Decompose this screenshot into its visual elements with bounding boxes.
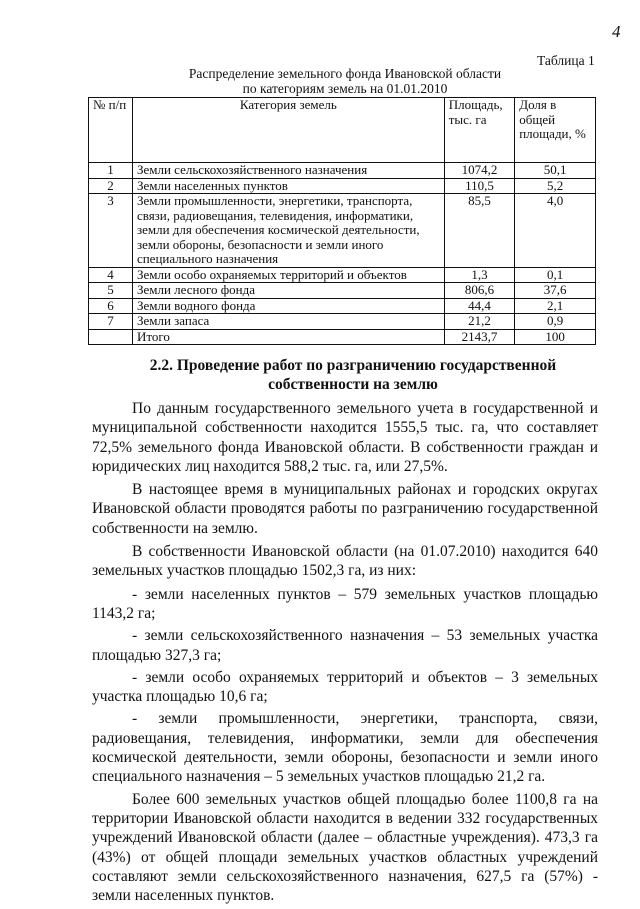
header-area: Площадь, тыс. га [444,98,515,163]
row-num: 7 [89,314,133,330]
row-share: 0,9 [515,314,596,330]
row-share: 5,2 [515,178,596,194]
total-label: Итого [132,329,444,345]
row-area: 85,5 [444,194,515,268]
caption-line-2: по категориям земель на 01.01.2010 [242,81,448,96]
table-row [89,163,596,179]
row-area: 1074,2 [444,163,515,179]
list-item: - земли промышленности, энергетики, транспорта, связи, радиовещания, телевидения, информатики, земли для обеспечения космической деятельности, земли обороны, безопасности и земли иного специального назначения – 5 земельных участков площадью 21,2 га. [92,710,598,786]
row-area: 110,5 [444,178,515,194]
body-text [92,399,598,909]
row-num [89,329,133,345]
row-area: 806,6 [444,283,515,299]
row-num: 5 [89,283,133,299]
row-category: Земли сельскохозяйственного назначения [132,163,444,179]
table-row [89,194,596,268]
row-area: 44,4 [444,298,515,314]
row-share: 50,1 [515,163,596,179]
row-num: 2 [89,178,133,194]
table-row [89,267,596,283]
table-total-row [89,329,596,345]
list-item: - земли особо охраняемых территорий и объектов – 3 земельных участка площадью 10,6 га; [92,668,598,706]
row-category: Земли населенных пунктов [132,178,444,194]
table-row [89,314,596,330]
table-row [89,283,596,299]
row-num: 3 [89,194,133,268]
paragraph: По данным государственного земельного учета в государственной и муниципальной собственности находится 1555,5 тыс. га, что составляет 72,5% земельного фонда Ивановской области. В собственности граждан и юридических лиц находится 588,2 тыс. га, или 27,5%. [92,400,598,475]
row-category: Земли запаса [132,314,444,330]
paragraph: В настоящее время в муниципальных районах и городских округах Ивановской области проводятся работы по разграничению государственной собственности на землю. [92,481,598,537]
row-share: 4,0 [515,194,596,268]
table-row [89,298,596,314]
total-share: 100 [515,329,596,345]
table-label: Таблица 1 [537,53,595,68]
header-num: № п/п [89,98,133,163]
row-num: 1 [89,163,133,179]
row-num: 4 [89,267,133,283]
row-category: Земли водного фонда [132,298,444,314]
row-category: Земли промышленности, энергетики, транспорта, связи, радиовещания, телевидения, информатики, земли для обеспечения космической деятельности, земли обороны, безопасности и земли иного специального назначения [132,194,444,268]
header-category: Категория земель [132,98,444,163]
table-caption [150,66,540,96]
row-share: 2,1 [515,298,596,314]
row-share: 37,6 [515,283,596,299]
row-area: 1,3 [444,267,515,283]
row-num: 6 [89,298,133,314]
list-item: - земли сельскохозяйственного назначения – 53 земельных участка площадью 327,3 га; [92,627,598,664]
table-header-row [89,98,596,163]
row-category: Земли лесного фонда [132,283,444,299]
header-share: Доля в общей площади, % [515,98,596,163]
total-area: 2143,7 [444,329,515,345]
row-category: Земли особо охраняемых территорий и объектов [132,267,444,283]
row-area: 21,2 [444,314,515,330]
section-heading: 2.2. Проведение работ по разграничению государственной собственности на землю [149,357,557,393]
paragraph: Более 600 земельных участков общей площадью более 1100,8 га на территории Ивановской области находится в ведении 332 государственных учреждений Ивановской области (далее – областные учреждения). 473,3 га (43%) от общей площади земельных участков областных учреждений составляют земли сельскохозяйственного назначения, 627,5 га (57%) - земли населенных пунктов. [92,790,598,905]
row-share: 0,1 [515,267,596,283]
land-fund-table [88,97,596,345]
page-number: 4 [612,22,621,41]
caption-line-1: Распределение земельного фонда Ивановской области [188,66,502,81]
paragraph: В собственности Ивановской области (на 01.07.2010) находится 640 земельных участков площадью 1502,3 га, из них: [92,543,598,580]
table-row [89,178,596,194]
list-item: - земли населенных пунктов – 579 земельных участков площадью 1143,2 га; [92,585,598,622]
